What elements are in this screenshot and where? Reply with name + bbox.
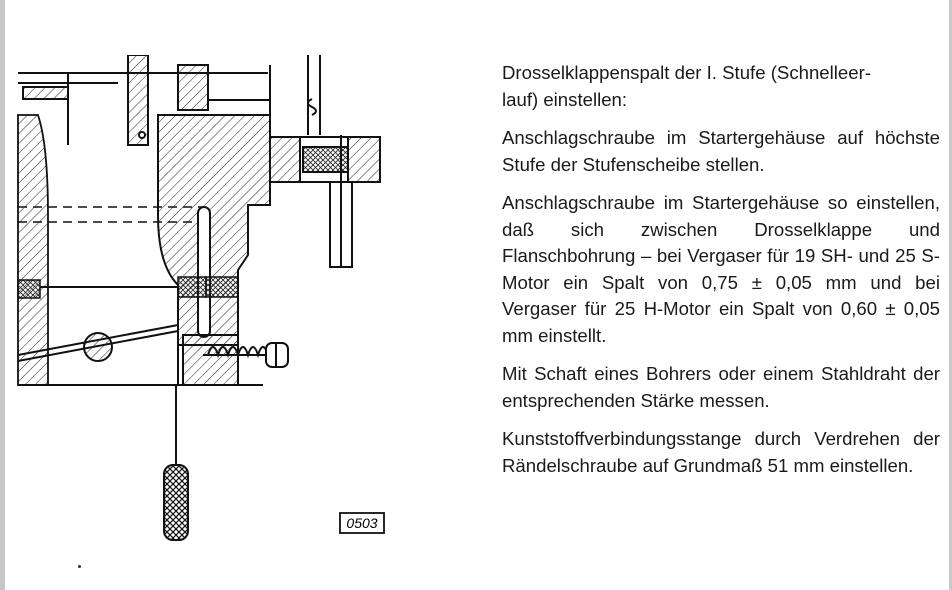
- title-line-1: Drosselklappenspalt der I. Stufe (Schnelleer-: [502, 62, 871, 83]
- gasket-band: [18, 277, 238, 298]
- instruction-paragraph-3: Mit Schaft eines Bohrers oder einem Stahldraht der entsprechenden Stärke messen.: [502, 363, 940, 411]
- instruction-text: [502, 60, 940, 491]
- instruction-paragraph-1: Anschlagschraube im Startergehäuse auf höchste Stufe der Stufenscheibe stellen.: [502, 127, 940, 175]
- carburetor-diagram: [8, 55, 408, 555]
- title-line-2: lauf) einstellen:: [502, 88, 628, 110]
- instruction-paragraph-2: Anschlagschraube im Startergehäuse so einstellen, daß sich zwischen Drosselklappe und Flanschbohrung – bei Vergaser für 19 SH- und 25 S-Motor ein Spalt von 0,75 ± 0,05 mm und bei Vergaser für 25 H-Motor ein Spalt von 0,60 ± 0,05 mm einstellt.: [502, 192, 940, 346]
- left-wall: [18, 115, 48, 385]
- instruction-paragraph-4: Kunststoffverbindungsstange durch Verdrehen der Rändelschraube auf Grundmaß 51 mm einstellen.: [502, 428, 940, 476]
- upper-adjuster: [270, 55, 380, 267]
- base: [18, 335, 263, 385]
- figure-number: 0503: [346, 515, 378, 531]
- figure-label: [340, 513, 384, 533]
- instruction-title: [502, 60, 940, 113]
- knurled-screw: [164, 385, 188, 540]
- choke-rod: [198, 207, 210, 337]
- stray-dot: [78, 565, 81, 568]
